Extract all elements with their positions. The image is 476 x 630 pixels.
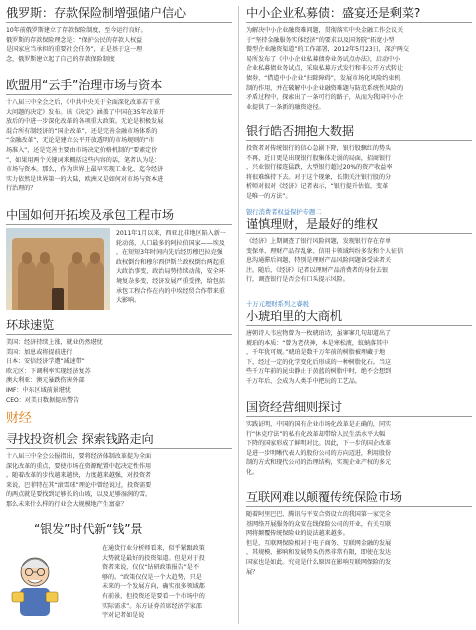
article-body	[6, 26, 232, 64]
article-private-bond[interactable]	[246, 6, 472, 112]
body-line: 十八届三中全会公报指出，要将经济体制改革提为全面	[6, 453, 152, 460]
title-rule	[246, 416, 472, 417]
body-line: “金融改革”，无论是建立公平开放透明的市场规则的“市	[6, 137, 155, 145]
article-body	[6, 338, 232, 405]
article-body	[246, 510, 472, 577]
title-rule	[246, 140, 472, 141]
article-russia[interactable]	[6, 6, 232, 64]
left-column	[6, 0, 232, 630]
article-title[interactable]: 互联网难以颠覆传统保险市场	[246, 490, 402, 504]
title-rule	[6, 448, 232, 449]
article-title[interactable]: 小琥珀里的大商机	[246, 309, 342, 323]
body-line: ，千年犹可觌。”琥珀是数千万年前的树脂被埋藏于地	[246, 349, 386, 357]
elderly-cartoon-illustration	[8, 552, 62, 616]
body-line: 10年前俄罗斯建立了存款保险制度，至今运行良好。	[6, 27, 147, 34]
body-line: 大问题的决定》发布。该《决定》涵盖了中国在35年改革开	[6, 108, 165, 116]
article-state-assets[interactable]	[246, 400, 472, 478]
title-rule	[6, 94, 232, 95]
body-line: 大势就是最好的投资渠道。但是对于投	[102, 554, 205, 562]
body-line: 放后的中进一步深化改革的各项重大政策。无论是积极发展	[6, 118, 164, 126]
brief-item[interactable]: 欧元区：下调利率实现经济复苏	[6, 367, 91, 375]
article-global-brief[interactable]	[6, 318, 232, 405]
body-line: 琥珀的本质：“曾为老茯神，本是寒松液，蚊蚋落其中	[246, 339, 389, 347]
section-label-finance: 财经	[6, 411, 32, 426]
body-line: 是国家应当承担的重要社会任务”，正是基于这一理	[6, 46, 143, 54]
body-line: 大政治事变，政治局势持续动荡，安全环	[116, 268, 225, 276]
article-title[interactable]: “银发”时代新“钱”景	[34, 522, 143, 536]
article-title[interactable]: 寻找投资机会 探索钱路走向	[6, 432, 154, 446]
body-line: 实际需求”。东方证券首席经济学家邵	[102, 602, 202, 610]
article-title[interactable]: 欧盟用“云手”治理市场与资本	[6, 78, 163, 92]
article-body	[6, 452, 232, 510]
body-line: 业提供了一条新的融资途径。	[246, 103, 325, 111]
body-line: 些千万年前的昆虫静止于黄蓝的树脂中时，绝不会想到	[246, 368, 392, 376]
brief-item[interactable]: 美国：加息或将提前进行	[6, 348, 73, 356]
title-rule	[6, 224, 232, 225]
body-line: 于“坚持金融服务实体经济”的要求以及国务院“拓宽小型	[246, 36, 395, 44]
article-silver[interactable]	[34, 522, 232, 536]
body-line: 但是，互联网保险相对于电子商务、互联网金融的发展	[246, 539, 392, 547]
body-line: 制的作用，并在破解中小企业融资难题与防范系统性风险的	[246, 84, 404, 92]
right-column	[246, 0, 472, 630]
article-body	[246, 420, 472, 478]
column-divider	[238, 6, 239, 624]
body-line: 实力依然是世界第一的大陆，欧洲又是如何对市场与资本进	[6, 175, 164, 183]
series-tag: 银行消费者权益保护专题二	[246, 209, 322, 216]
article-prudent-finance[interactable]	[246, 208, 472, 285]
body-line: 随着阿里巴巴、腾讯与平安合资设立的我国第一家完全	[246, 511, 392, 518]
body-line: 宇对记者如是说	[102, 612, 145, 620]
body-line: 是进一步明晰代表人的股份公司的方向迈进，利用股份	[246, 449, 392, 457]
brief-item[interactable]: 澳大利亚：澳元暴跌伤害外部	[6, 377, 85, 385]
article-investment[interactable]	[6, 432, 232, 510]
article-body	[246, 329, 472, 387]
body-line: 的两点就是要找到足够长的山坡，以及足够湿润的雪。	[6, 491, 152, 499]
body-line: 实践证明，中国的国有企业市场化改革是正确的，同实	[246, 421, 392, 428]
body-line: 深化改革的重点，要使市场在资源配置中起决定性作用	[6, 462, 152, 470]
article-body	[102, 544, 232, 621]
body-line: 境复杂多变，经济发展严重受挫，给包括	[116, 277, 225, 285]
article-amber[interactable]	[246, 300, 472, 387]
body-line: 那么未来什么样的行业会大规模地产生富豪？	[6, 500, 127, 508]
title-rule	[246, 22, 472, 23]
body-line: 为解决中小企业融资难问题，贯彻落实中央金融工作会议关	[246, 27, 404, 34]
article-egypt[interactable]	[6, 208, 232, 228]
article-title[interactable]: 中小企业私募债：盛宴还是剩菜?	[246, 6, 421, 20]
body-line: 场准入”，还是完善主要由市场决定价格机制的“要素定价	[6, 146, 158, 154]
title-rule	[246, 325, 472, 326]
body-line: 市场与资本。那么，作为世界上最早实现工业化、迄今经济	[6, 166, 164, 174]
body-line: 注。随后，《经济》记者以理财产品消费者的身份去银	[246, 266, 388, 274]
body-line: 千万年后，会成为人类手中把玩的工艺品。	[246, 377, 361, 385]
body-line: 行治理的？	[6, 185, 37, 193]
body-line: 来说，巴菲特在其“滚雪球”理论中曾经说过，投资需要	[6, 481, 152, 489]
article-internet-insurance[interactable]	[246, 490, 472, 577]
body-line: 混合所有制经济的“国企改革”，还是完善金融市场体系的	[6, 127, 158, 135]
body-line: 债券，“借道中小企业”扫除障碍”，发展市场化风险约束机	[246, 74, 401, 82]
article-title[interactable]: 中国如何开拓埃及承包工程市场	[6, 208, 174, 222]
body-line: 不再，近日更是出现银行股集体走弱的局面，招商银行	[246, 154, 392, 162]
body-line: ，其规模、影响和发展势头仍然非常有限，即使在发达	[246, 549, 392, 557]
body-line: 基网络开展服务的众安在线保险公司的开业，有关互联	[246, 520, 392, 528]
body-line: 十八届三中全会之后，《中共中央关于全面深化改革若干重	[6, 99, 161, 106]
brief-item[interactable]: 日本：安倍经济学遭“减速带”	[6, 358, 85, 366]
article-body	[246, 144, 472, 202]
article-body	[246, 237, 472, 285]
body-line: 投资者对传统银行的信心急剧下降，银行股飘红的势头	[246, 145, 392, 152]
body-line: 行，调查银行是否会有口头提示风险。	[246, 276, 349, 284]
body-line: 念，俄罗斯建立起了自己的存款保险制度	[6, 55, 115, 63]
brief-item[interactable]: IMF：中东区域前景堪忧	[6, 386, 71, 394]
body-line: 网将颠覆传统保险业的说法越来越多。	[246, 530, 349, 538]
article-title[interactable]: 国资经营细则探讨	[246, 400, 342, 414]
body-line: ”，如果用两个关键词来概括这些内容的话，笔者认为是：	[6, 156, 161, 164]
body-line: 化。	[246, 468, 259, 476]
body-line: 制的方式和现代公司的治理结构，实现企业产权的多元	[246, 459, 392, 467]
body-line: ，在短短3年时间内先后经历穆巴拉克强	[116, 249, 223, 257]
body-line: 息沟通滞后问题，特别是理财产品风险问题备受读者关	[246, 257, 392, 265]
body-line: 下，经过一定的化学变化后形成的一种树脂化石。当这	[246, 358, 392, 366]
body-line: 轮动荡，人口最多的阿拉伯国家——埃及	[116, 239, 225, 247]
body-line: 《经济》上期调查了银行风险问题，发现银行存在存单	[246, 238, 392, 245]
article-title[interactable]: 谨慎理财，是最好的维权	[246, 217, 378, 231]
series-tag: 十万元理财系列之睿税	[246, 301, 309, 308]
article-body	[116, 229, 232, 306]
body-line: 下降的国家形成了鲜明对比。因此，下一步的国企改革	[246, 440, 392, 448]
body-line: 是唯一的方法”。	[246, 192, 292, 200]
title-rule	[246, 506, 472, 507]
body-line: 易所发布了《中小企业私募债券业务试点办法》，启动中小	[246, 55, 401, 63]
brief-item[interactable]: CEO：对美日数据提出警告	[6, 396, 80, 404]
body-line: 未来的一个发展方向，确实很多领域都	[102, 583, 205, 591]
title-rule	[246, 233, 472, 234]
body-line: 企业私募债业务试点，采取私募方式发行和非公开方式转让	[246, 65, 404, 73]
title-rule	[6, 22, 232, 23]
body-line: 矛盾过程中，探索出了一条可行的路子，从而为我国中小企	[246, 94, 404, 102]
article-body	[246, 26, 472, 112]
article-title[interactable]: 环球速览	[6, 318, 54, 332]
egypt-temple-photo	[6, 228, 110, 310]
body-line: 微型企业融资渠道”的工作部署，2012年5月23日，深沪两交	[246, 46, 409, 54]
article-eu[interactable]	[6, 78, 232, 194]
body-line: 唐朝诗人韦应物曾为一枚琥珀诗，虽寥寥几句却道出了	[246, 330, 392, 337]
body-line: 2011年1月以来，西亚北非地区陷入新一	[116, 230, 226, 237]
body-line: 政权倒台和穆尔西伊斯兰政权倒台两起重	[116, 258, 225, 266]
body-line: 承包工程合作在内的中埃经贸合作带来重	[116, 287, 225, 295]
body-line: 国家也是如此。究竟是什么原因在影响互联网保险的发	[246, 558, 392, 566]
title-rule	[6, 334, 232, 335]
body-line: 。随着改革的步伐越来越快，力度越来越强，对投资者	[6, 472, 152, 480]
body-line: 大影响。	[116, 297, 141, 305]
article-title[interactable]: 俄罗斯：存款保险制增强储户信心	[6, 6, 186, 20]
article-title[interactable]: 银行皓否拥抱大数据	[246, 124, 354, 138]
body-line: 俄罗斯的存款保险理念是：“保护公民的存款人权益	[6, 36, 143, 44]
body-line: 有前景，但投资还是要看一个市场中的	[102, 592, 205, 600]
body-line: 在通货行业分析师看来，似乎紧跟政策	[102, 545, 205, 552]
body-line: 将很难维持下去。对于这个现象，长期关注银行股的分	[246, 173, 392, 181]
body-line: 析师对很对《经济》记者表示，“银行提升估值，变革	[246, 183, 389, 191]
article-body	[6, 98, 232, 194]
body-line: 行“休克疗法”的私有化改革却带给人民生活水平大幅	[246, 430, 386, 438]
body-line: 够的。“政策仅仅是一个大趋势，只是	[102, 573, 202, 581]
body-line: 资者来说，仅仅“钻研政策报告”是不	[102, 564, 199, 572]
body-line: 展？	[246, 568, 259, 576]
body-line: 变保单、理财产品存乱象、信用卡领域纠纷多发和个人征信	[246, 247, 404, 255]
brief-item[interactable]: 美国：经济持续上涨，就业仍然堪忧	[6, 339, 103, 346]
body-line: 、兴业银行接连猛跌，大型银行超过20%的资产收益率	[246, 164, 393, 172]
article-bank-bigdata[interactable]	[246, 124, 472, 202]
